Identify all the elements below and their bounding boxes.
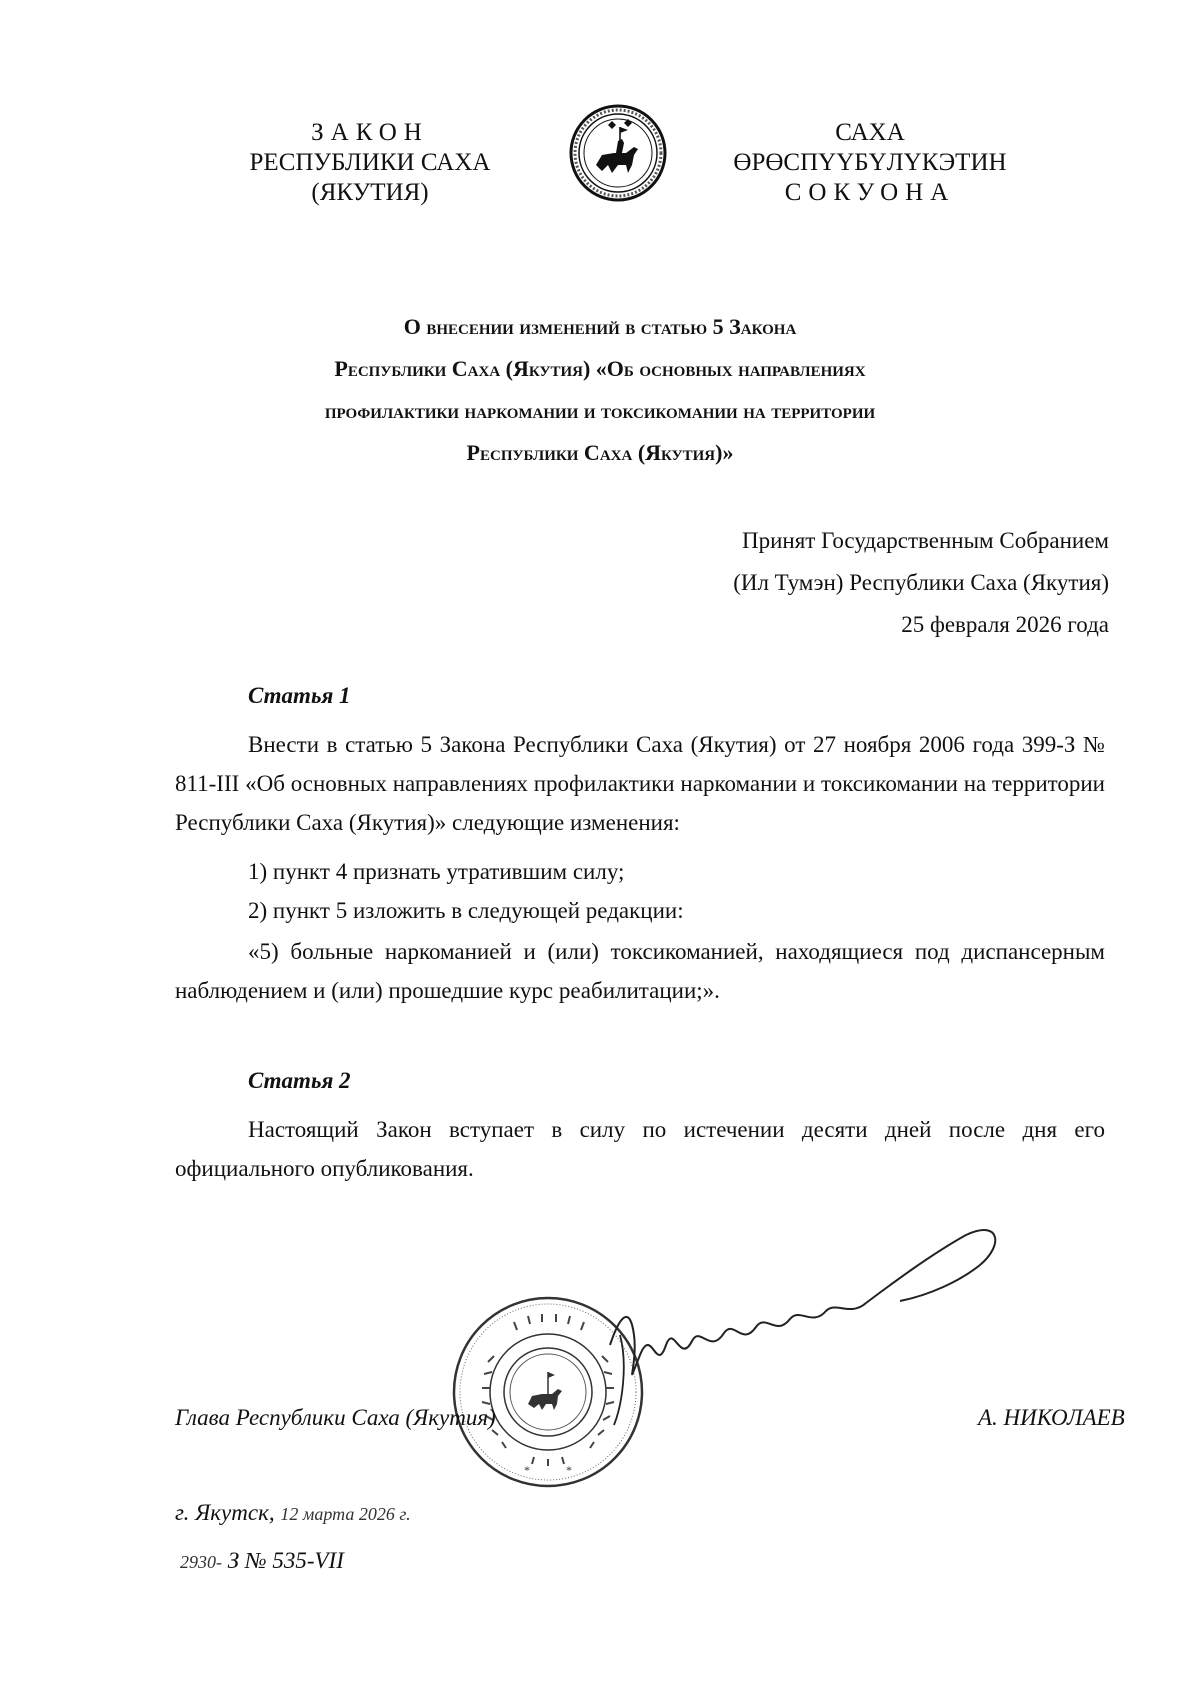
law-number: З № 535-VII (227, 1548, 344, 1573)
coat-of-arms-emblem (568, 103, 668, 203)
header-law-word-sakha: СОКУОНА (784, 179, 956, 206)
place-line (175, 1500, 411, 1526)
handwritten-date: 12 марта 2026 г. (280, 1504, 411, 1524)
header-republic-ru: РЕСПУБЛИКИ САХА (ЯКУТИЯ) (249, 149, 491, 206)
article-1-item-1: 1) пункт 4 признать утратившим силу; (248, 859, 625, 884)
law-title-line: Республики Саха (Якутия) «Об основных направлениях (334, 356, 866, 381)
adoption-line: Принят Государственным Собранием (741, 528, 1109, 553)
law-number-line (180, 1548, 344, 1574)
law-title-line: профилактики наркомании и токсикомании на территории (324, 398, 876, 423)
svg-text:*: * (566, 1463, 572, 1477)
signatory-name: А. НИКОЛАЕВ (978, 1405, 1125, 1430)
header-right (705, 118, 1035, 208)
law-title-line: О внесении изменений в статью 5 Закона (403, 314, 797, 339)
article-1-item-2: 2) пункт 5 изложить в следующей редакции: (248, 898, 684, 923)
signatory-position: Глава Республики Саха (Якутия) (175, 1405, 496, 1430)
handwritten-signature (600, 1215, 1020, 1445)
handwritten-number: 2930- (180, 1552, 222, 1572)
header-law-word: ЗАКОН (311, 119, 429, 146)
place-prefix: г. Якутск, (175, 1500, 275, 1525)
header-left (200, 118, 540, 208)
article-2-heading: Статья 2 (248, 1068, 351, 1093)
article-2-text: Настоящий Закон вступает в силу по истечении десяти дней после дня его официального опубликования. (175, 1117, 1105, 1181)
article-1-item-3: «5) больные наркоманией и (или) токсикоманией, находящиеся под диспансерным наблюдением и (или) прошедшие курс реабилитации;». (175, 939, 1105, 1003)
svg-text:*: * (524, 1463, 530, 1477)
law-title (0, 306, 1200, 474)
law-title-line: Республики Саха (Якутия)» (466, 440, 734, 465)
article-1-intro: Внести в статью 5 Закона Республики Саха (Якутия) от 27 ноября 2006 года 399-З № 811-III «Об основных направлениях профилактики наркомании и токсикомании на территории Республики Саха (Якутия)» следующие изменения: (175, 732, 1105, 835)
adoption-date: 25 февраля 2026 года (901, 612, 1109, 637)
header-republic-sakha: САХА ӨРӨСПҮҮБҮЛҮКЭТИН (733, 119, 1007, 176)
adoption-info (733, 520, 1109, 646)
adoption-line: (Ил Тумэн) Республики Саха (Якутия) (733, 570, 1109, 595)
article-1-heading: Статья 1 (248, 683, 351, 708)
